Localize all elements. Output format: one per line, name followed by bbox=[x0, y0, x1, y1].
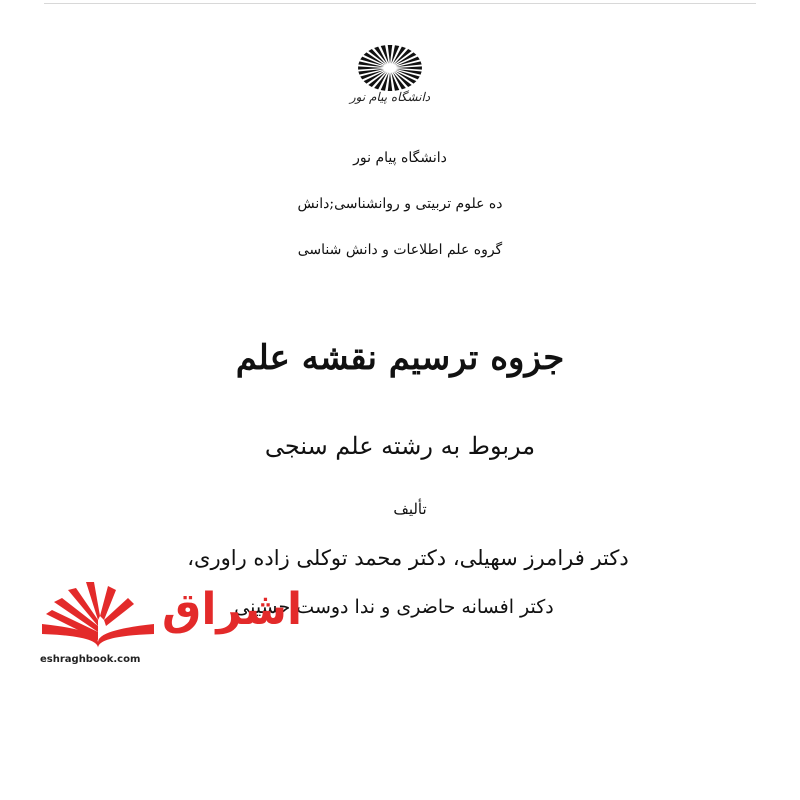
authors-line-2: دکتر افسانه حاضری و ندا دوست حسینی bbox=[234, 596, 554, 618]
watermark-url: eshraghbook.com bbox=[40, 654, 141, 665]
authors-line-1: دکتر فرامرز سهیلی، دکتر محمد توکلی زاده راوری، bbox=[187, 546, 629, 570]
document-title: جزوه ترسیم نقشه علم bbox=[235, 338, 565, 378]
book-logo-icon bbox=[38, 580, 158, 650]
top-divider bbox=[44, 3, 756, 4]
university-name: دانشگاه پیام نور bbox=[353, 150, 447, 166]
document-subtitle: مربوط به رشته علم سنجی bbox=[264, 432, 536, 460]
watermark bbox=[38, 580, 303, 670]
department-name: گروه علم اطلاعات و دانش شناسی bbox=[297, 242, 503, 258]
watermark-brand: اشراق bbox=[162, 584, 303, 635]
authored-label: تألیف bbox=[393, 500, 427, 518]
university-logo-icon bbox=[340, 28, 440, 120]
logo-wordmark: دانشگاه پیام نور bbox=[349, 90, 431, 104]
faculty-name: ده علوم تربیتی و روانشناسی;دانش bbox=[297, 196, 503, 212]
